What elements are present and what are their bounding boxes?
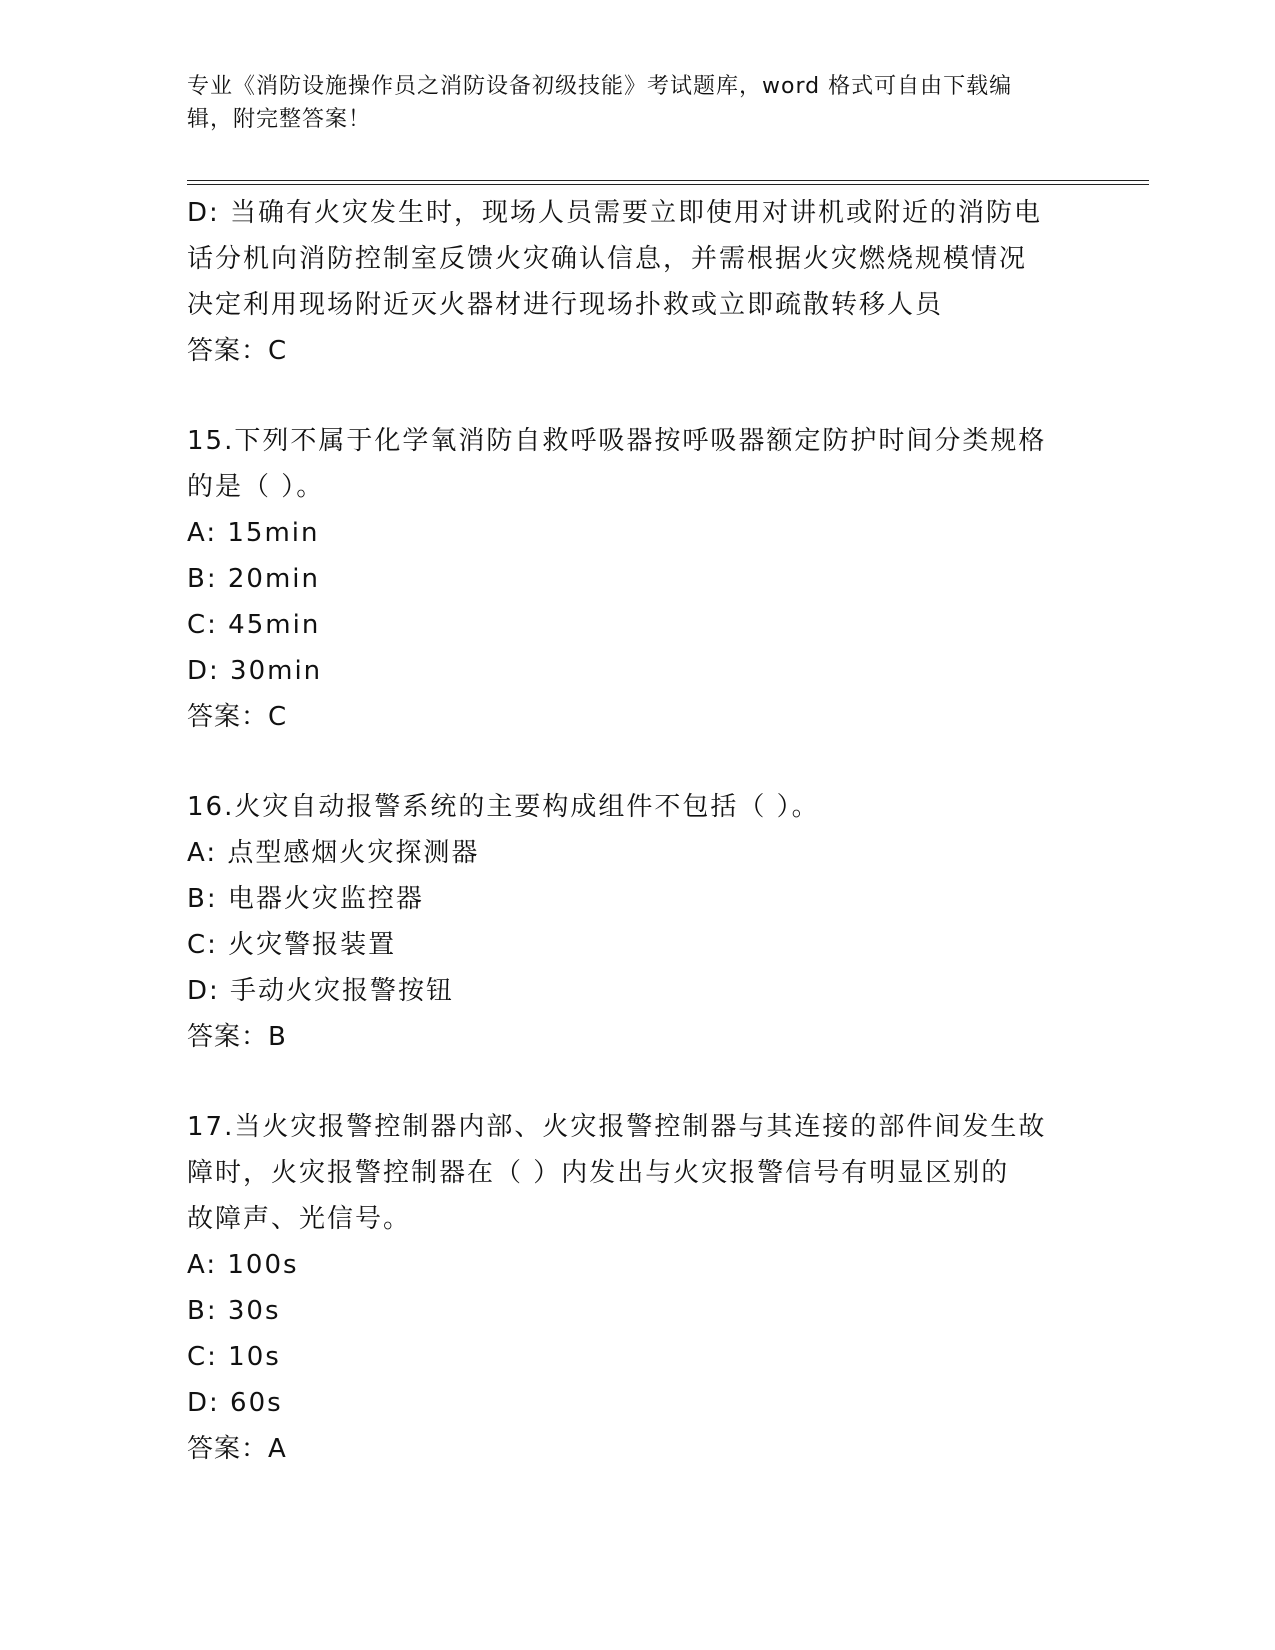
option-d: D: 60s	[187, 1388, 283, 1418]
option-b: B: 30s	[187, 1296, 281, 1326]
question-continuation	[187, 190, 1087, 374]
question-15	[187, 418, 1087, 740]
option-text: D: 当确有火灾发生时，现场人员需要立即使用对讲机或附近的消防电	[187, 198, 1043, 228]
stem-line: 17.当火灾报警控制器内部、火灾报警控制器与其连接的部件间发生故	[187, 1112, 1047, 1142]
option-a: A: 100s	[187, 1250, 299, 1280]
option-c: C: 45min	[187, 610, 321, 640]
answer-label: 答案：B	[187, 1022, 287, 1052]
stem-line: 15.下列不属于化学氧消防自救呼吸器按呼吸器额定防护时间分类规格	[187, 426, 1047, 456]
question-stem	[187, 418, 1087, 510]
option-b: B: 电器火灾监控器	[187, 884, 424, 914]
option-text: 决定利用现场附近灭火器材进行现场扑救或立即疏散转移人员	[187, 290, 944, 320]
question-17	[187, 1104, 1087, 1472]
option-a: A: 15min	[187, 518, 320, 548]
answer-label: 答案：C	[187, 336, 288, 366]
question-stem	[187, 784, 1087, 830]
stem-line: 的是（ ）。	[187, 472, 325, 502]
option-c: C: 火灾警报装置	[187, 930, 397, 960]
option-d: D: 30min	[187, 656, 323, 686]
stem-line: 障时，火灾报警控制器在（ ）内发出与火灾报警信号有明显区别的	[187, 1158, 1010, 1188]
document-header	[187, 70, 1067, 136]
question-16	[187, 784, 1087, 1060]
stem-line: 16.火灾自动报警系统的主要构成组件不包括（ ）。	[187, 792, 820, 822]
answer-label: 答案：C	[187, 702, 288, 732]
answer-label: 答案：A	[187, 1434, 287, 1464]
option-b: B: 20min	[187, 564, 320, 594]
option-c: C: 10s	[187, 1342, 281, 1372]
header-divider	[187, 180, 1149, 181]
question-list	[187, 190, 1087, 1516]
header-divider	[187, 184, 1149, 185]
option-text: 话分机向消防控制室反馈火灾确认信息，并需根据火灾燃烧规模情况	[187, 244, 1028, 274]
header-line: 辑，附完整答案！	[187, 107, 372, 132]
stem-line: 故障声、光信号。	[187, 1204, 412, 1234]
question-stem	[187, 1104, 1087, 1242]
option-d: D: 手动火灾报警按钮	[187, 976, 455, 1006]
option-a: A: 点型感烟火灾探测器	[187, 838, 480, 868]
header-line: 专业《消防设施操作员之消防设备初级技能》考试题库，word 格式可自由下载编	[187, 74, 1013, 99]
